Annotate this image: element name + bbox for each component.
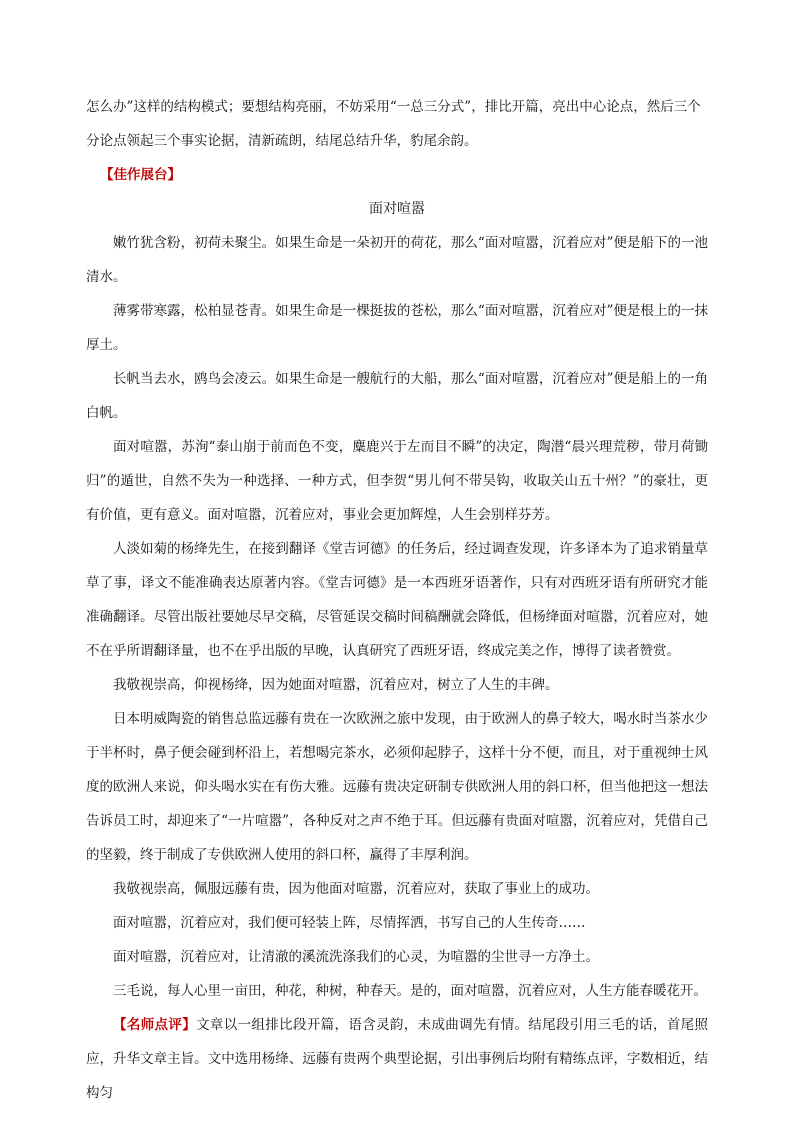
essay-paragraph-5: 人淡如菊的杨绛先生，在接到翻译《堂吉诃德》的任务后，经过调查发现，许多译本为了追求销量草草了事，译文不能准确表达原著内容。《堂吉诃德》是一本西班牙语著作，只有对西班牙语有所研究才能准确翻译。尽管出版社要她尽早交稿，尽管延误交稿时间稿酬就会降低，但杨绛面对喧嚣，沉着应对，她不在乎所谓翻译量，也不在乎出版的早晚，认真研究了西班牙语，终成完美之作，博得了读者赞赏。: [86, 541, 708, 659]
essay-paragraph-7: 日本明威陶瓷的销售总监远藤有贵在一次欧洲之旅中发现，由于欧洲人的鼻子较大，喝水时当茶水少于半杯时，鼻子便会碰到杯沿上，若想喝完茶水，必须仰起脖子，这样十分不便，而且，对于重视绅士风度的欧洲人来说，仰头喝水实在有伤大雅。远藤有贵决定研制专供欧洲人用的斜口杯，但当他把这一想法告诉员工时，却迎来了“一片喧嚣”，各种反对之声不绝于耳。但远藤有贵面对喧嚣，沉着应对，凭借自己的坚毅，终于制成了专供欧洲人使用的斜口杯，赢得了丰厚利润。: [86, 711, 708, 863]
showcase-label: 【佳作展台】: [100, 167, 181, 183]
essay-paragraph-6: 我敬视崇高，仰视杨绛，因为她面对喧嚣，沉着应对，树立了人生的丰碑。: [113, 677, 559, 693]
comment-label: 【名师点评】: [113, 1017, 197, 1033]
essay-title: 面对喧嚣: [369, 201, 425, 217]
essay-paragraph-11: 三毛说，每人心里一亩田，种花，种树，种春天。是的，面对喧嚣，沉着应对，人生方能春暖花开。: [113, 983, 707, 999]
essay-paragraph-4: 面对喧嚣，苏洵“泰山崩于前而色不变，麋鹿兴于左而目不瞬”的决定，陶潜“晨兴理荒秽，带月荷锄归”的遁世，自然不失为一种选择、一种方式，但李贺“男儿何不带吴钩，收取关山五十州？”的豪壮，更有价值，更有意义。面对喧嚣，沉着应对，事业会更加辉煌，人生会别样芬芳。: [86, 439, 708, 523]
essay-paragraph-10: 面对喧嚣，沉着应对，让清澈的溪流洗涤我们的心灵，为喧嚣的尘世寻一方净土。: [113, 949, 599, 965]
essay-paragraph-3: 长帆当去水，鸥鸟会凌云。如果生命是一艘航行的大船，那么“面对喧嚣，沉着应对”便是船上的一角白帆。: [86, 371, 708, 421]
showcase-heading: [100, 158, 708, 192]
comment-text: 文章以一组排比段开篇，语含灵韵，未成曲调先有情。结尾段引用三毛的话，首尾照应，升华文章主旨。文中选用杨绛、远藤有贵两个典型论据，引出事例后均附有精练点评，字数相近，结构匀: [86, 1017, 709, 1101]
essay-paragraph-9: 面对喧嚣，沉着应对，我们便可轻装上阵，尽情挥洒，书写自己的人生传奇……: [113, 915, 586, 931]
essay-paragraph-1: 嫩竹犹含粉，初荷未聚尘。如果生命是一朵初开的荷花，那么“面对喧嚣，沉着应对”便是船下的一池清水。: [86, 235, 708, 285]
essay-paragraph-2: 薄雾带寒露，松柏显苍青。如果生命是一棵挺拔的苍松，那么“面对喧嚣，沉着应对”便是根上的一抹厚土。: [86, 303, 708, 353]
teacher-comment: [86, 1008, 708, 1110]
intro-line-1: 怎么办”这样的结构模式；要想结构亮丽，不妨采用“一总三分式”，排比开篇，亮出中心论点，然后三个: [86, 99, 701, 115]
essay-paragraph-8: 我敬视崇高，佩服远藤有贵，因为他面对喧嚣，沉着应对，获取了事业上的成功。: [113, 881, 599, 897]
intro-line-2: 分论点领起三个事实论据，清新疏朗，结尾总结升华，豹尾余韵。: [86, 133, 478, 149]
